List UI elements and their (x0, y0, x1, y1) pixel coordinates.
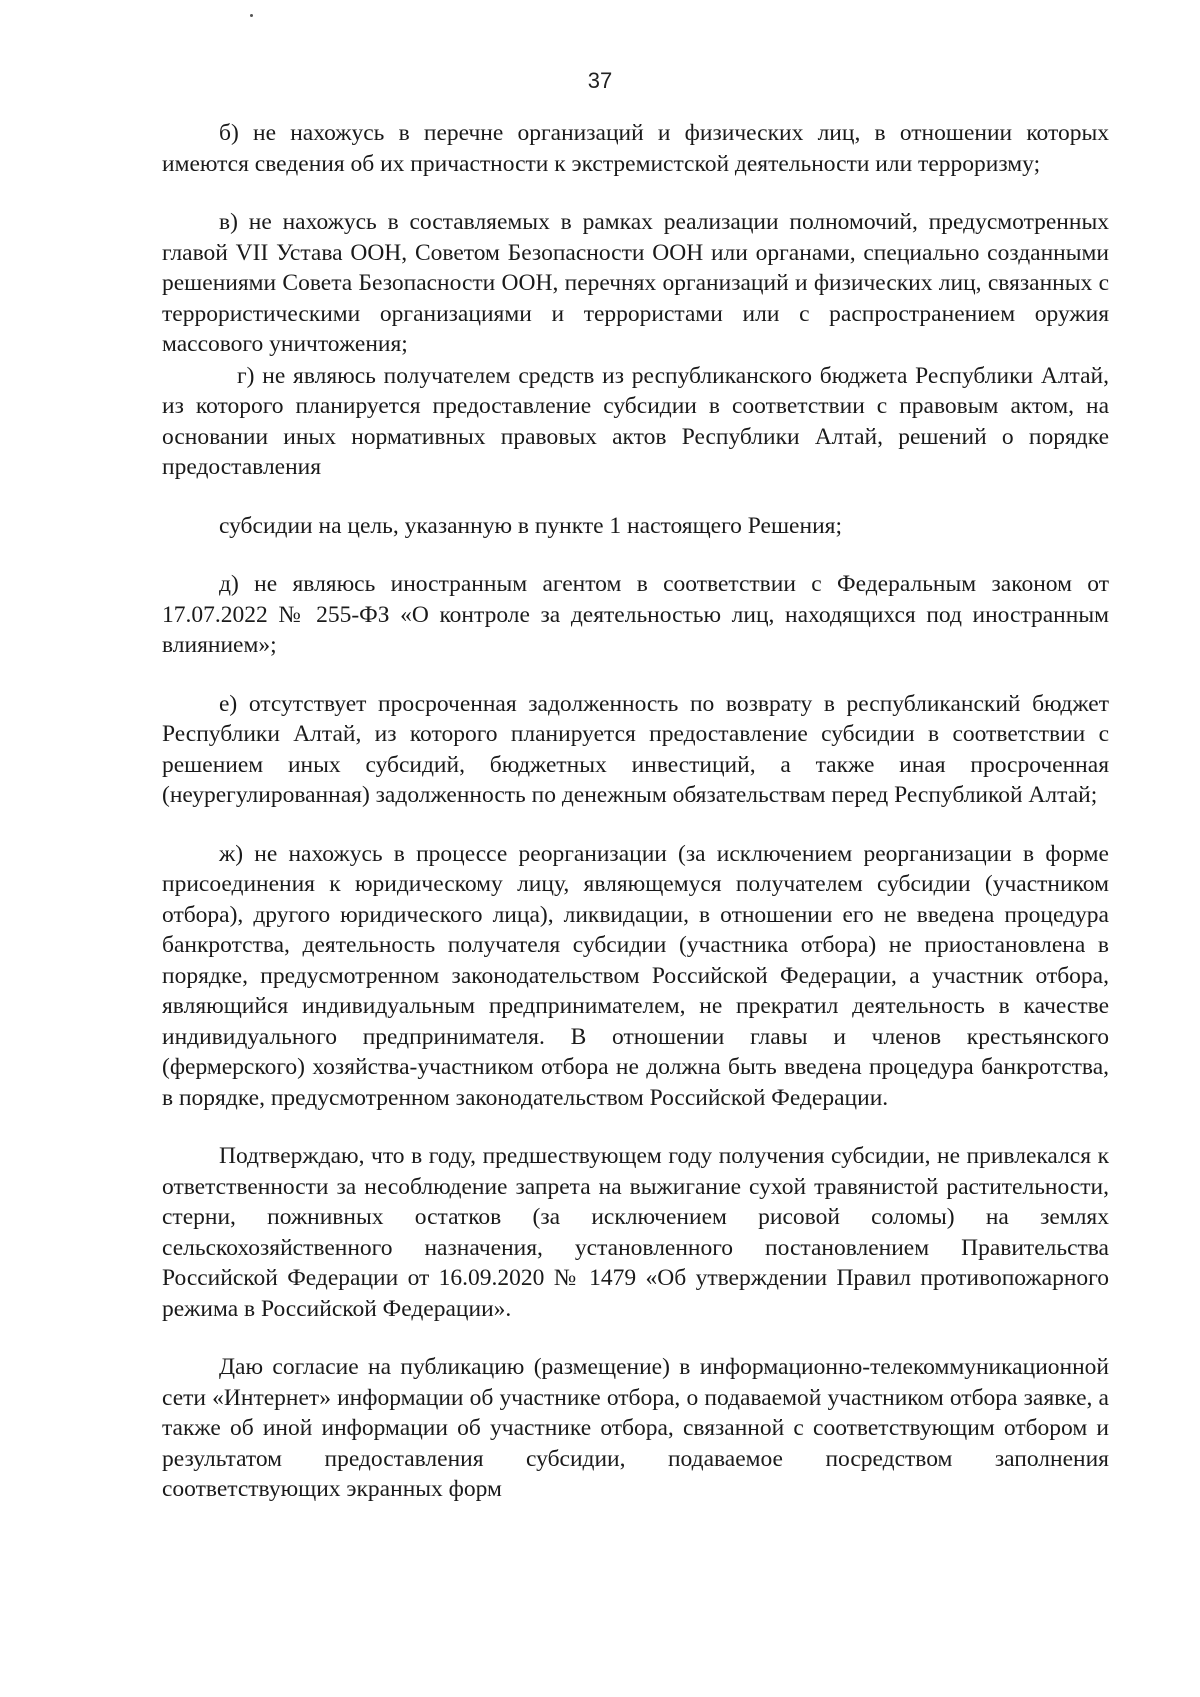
paragraph-b: б) не нахожусь в перечне организаций и физических лиц, в отношении которых имеются сведения об их причастности к экстремистской деятельности или терроризму; (162, 120, 1109, 177)
paragraph-zh: ж) не нахожусь в процессе реорганизации (за исключением реорганизации в форме присоединения к юридическому лицу, являющемуся получателем субсидии (участником отбора), другого юридического лица), ликвидации, в отношении его не введена процедура банкротства, деятельность получателя субсидии (участника отбора) не приостановлена в порядке, предусмотренном законодательством Российской Федерации, а участник отбора, являющийся индивидуальным предпринимателем, не прекратил деятельность в качестве индивидуального предпринимателя. В отношении главы и членов крестьянского (фермерского) хозяйства-участником отбора не должна быть введена процедура банкротства, в порядке, предусмотренном законодательством Российской Федерации. (162, 840, 1109, 1111)
paragraph-consent: Даю согласие на публикацию (размещение) в информационно-телекоммуникационной сети «Интернет» информации об участнике отбора, о подаваемой участником отбора заявке, а также об иной информации об участнике отбора, связанной с соответствующим отбором и результатом предоставления субсидии, подаваемое посредством заполнения соответствующих экранных форм (162, 1354, 1109, 1502)
paragraph-v: в) не нахожусь в составляемых в рамках реализации полномочий, предусмотренных главой VII Устава ООН, Советом Безопасности ООН или органами, специально созданными решениями Совета Безопасности ООН, перечнях организаций и физических лиц, связанных с террористическими организациями и террористами или с распространением оружия массового уничтожения; (162, 209, 1109, 357)
paragraph-d: д) не являюсь иностранным агентом в соответствии с Федеральным законом от 17.07.2022 № 255-ФЗ «О контроле за деятельностью лиц, находящихся под иностранным влиянием»; (162, 571, 1109, 658)
paragraph-e: е) отсутствует просроченная задолженность по возврату в республиканский бюджет Республики Алтай, из которого планируется предоставление субсидии в соответствии с решением иных субсидий, бюджетных инвестиций, а также иная просроченная (неурегулированная) задолженность по денежным обязательствам перед Республикой Алтай; (162, 690, 1109, 808)
paragraph-confirmation: Подтверждаю, что в году, предшествующем году получения субсидии, не привлекался к ответственности за несоблюдение запрета на выжигание сухой травянистой растительности, стерни, пожнивных остатков (за исключением рисовой соломы) на землях сельскохозяйственного назначения, установленного постановлением Правительства Российской Федерации от 16.09.2020 № 1479 «Об утверждении Правил противопожарного режима в Российской Федерации». (162, 1143, 1109, 1322)
paragraph-g: г) не являюсь получателем средств из республиканского бюджета Республики Алтай, из которого планируется предоставление субсидии в соответствии с правовым актом, на основании иных нормативных правовых актов Республики Алтай, решений о порядке предоставления (162, 362, 1109, 480)
paragraph-g-continued: субсидии на цель, указанную в пункте 1 настоящего Решения; (219, 512, 842, 539)
document-body (162, 118, 1109, 1505)
page-number: 37 (587, 68, 613, 93)
scan-speck (250, 14, 253, 17)
